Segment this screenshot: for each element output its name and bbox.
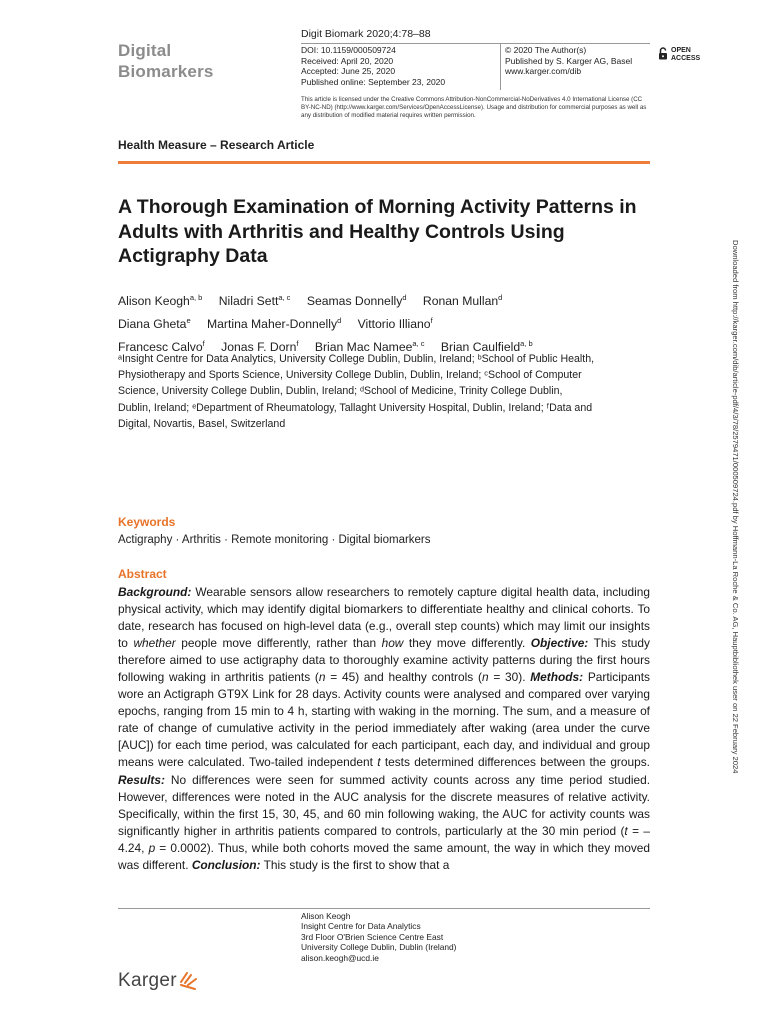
author: Brian Caulfield$^{a, b}$ xyxy=(440,339,533,355)
publication-info xyxy=(301,28,445,87)
license-notice: This article is licensed under the Creative Commons Attribution-NonCommercial-NoDerivatives 4.0 International License (CC BY-NC-ND) (http://www.karger.com/Services/OpenAccessLicense). Usage and distribution for commercial purposes as well as any distribution of modified material requires written permission. xyxy=(301,96,647,120)
copyright-info xyxy=(505,45,632,77)
author: Diana Gheta$^e$ xyxy=(118,316,191,332)
contact-org: Insight Centre for Data Analytics xyxy=(301,921,421,932)
published-date: Published online: September 23, 2020 xyxy=(301,76,446,87)
open-lock-icon xyxy=(658,47,668,60)
author: Seamas Donnelly$^d$ xyxy=(306,293,407,309)
objective-label: Objective: xyxy=(530,636,589,651)
author: Francesc Calvo$^f$ xyxy=(118,339,205,355)
contact-address-2: University College Dublin, Dublin (Ireland) xyxy=(301,942,457,953)
citation: Digit Biomark 2020;4:78–88 xyxy=(301,28,431,40)
contact-address-1: 3rd Floor O'Brien Science Centre East xyxy=(301,931,444,942)
contact-email[interactable]: alison.keogh@ucd.ie xyxy=(301,952,379,963)
correspondence xyxy=(301,911,456,963)
karger-mark-icon xyxy=(177,968,199,992)
header-divider xyxy=(301,43,650,44)
publisher-line: Published by S. Karger AG, Basel xyxy=(505,55,633,66)
journal-name-line2: Biomarkers xyxy=(118,62,214,81)
abstract-body: Background: Wearable sensors allow researchers to remotely capture digital health data, including physical activity, which may identify digital biomarkers to differentiate healthy and clinical cohorts. To date, research has focused on high-level data (e.g., overall step counts) which may limit our insights to whether people move differently, rather than how they move differently. Objective: This study therefore aimed to use actigraphy data to thoroughly examine activity patterns during the first hours following waking in arthritis patients (n = 45) and healthy controls (n = 30). Methods: Participants wore an Actigraph GT9X Link for 28 days. Activity counts were analysed and compared over varying epochs, ranging from 15 min to 4 h, starting with waking in the morning. The sum, and a measure of rate of change of cumulative activity in the period immediately after waking (area under the curve [AUC]) for each time period, was calculated for each participant, each day, and individual and group means were calculated. Two-tailed independent t tests determined differences between the groups. Results: No differences were seen for summed activity counts across any time period studied. However, differences were noted in the AUC analysis for the discrete measures of relative activity. Specifically, within the first 15, 30, 45, and 60 min following waking, the AUC for activity counts was significantly higher in arthritis patients compared to controls, particularly at the 30 min period (t = –4.24, p = 0.0002). Thus, while both cohorts moved the same amount, the way in which they moved was different. Conclusion: This study is the first to show that a xyxy=(118,585,650,872)
footer-divider xyxy=(118,908,650,909)
author: Martina Maher-Donnelly$^d$ xyxy=(207,316,342,332)
author: Alison Keogh$^{a, b}$ xyxy=(118,293,203,309)
accent-divider xyxy=(118,161,650,164)
abstract-heading: Abstract xyxy=(118,567,167,581)
doi[interactable]: DOI: 10.1159/000509724 xyxy=(301,45,396,55)
conclusion-label: Conclusion: xyxy=(191,857,261,872)
article-type: Health Measure – Research Article xyxy=(118,138,315,152)
header-vertical-divider xyxy=(500,44,501,90)
open-access-line2: ACCESS xyxy=(671,55,701,62)
publisher-name: Karger xyxy=(118,970,177,991)
author: Brian Mac Namee$^{a, c}$ xyxy=(314,339,425,355)
received-date: Received: April 20, 2020 xyxy=(301,55,394,66)
author: Jonas F. Dorn$^f$ xyxy=(221,339,299,355)
results-label: Results: xyxy=(118,772,165,787)
affiliations: ᵃInsight Centre for Data Analytics, University College Dublin, Dublin, Ireland; ᵇSchool of Public Health, Physiotherapy and Sports Science, University College Dublin, Dublin, Ireland; ᶜSchool of Computer Science, University College Dublin, Dublin, Ireland; ᵈSchool of Medicine, Trinity College Dublin, Dublin, Ireland; ᵉDepartment of Rheumatology, Tallaght University Hospital, Dublin, Ireland; ᶠData and Digital, Novartis, Basel, Switzerland xyxy=(118,353,595,430)
author: Niladri Sett$^{a, c}$ xyxy=(218,293,291,309)
article-title: A Thorough Examination of Morning Activity Patterns in Adults with Arthritis and Healthy Controls Using Actigraphy Data xyxy=(118,196,637,267)
publisher-logo xyxy=(118,968,199,992)
keywords-heading: Keywords xyxy=(118,515,176,529)
copyright: © 2020 The Author(s) xyxy=(505,45,587,55)
journal-name xyxy=(118,40,214,82)
author: Vittorio Illiano$^f$ xyxy=(357,316,433,332)
accepted-date: Accepted: June 25, 2020 xyxy=(301,66,396,77)
website-link[interactable]: www.karger.com/dib xyxy=(505,66,582,77)
methods-label: Methods: xyxy=(530,670,584,685)
contact-name: Alison Keogh xyxy=(301,911,351,921)
open-access-badge xyxy=(658,47,700,63)
author-list xyxy=(118,288,658,357)
journal-name-line1: Digital xyxy=(118,41,172,60)
keywords-list: Actigraphy · Arthritis · Remote monitoring · Digital biomarkers xyxy=(118,534,431,546)
download-notice: Downloaded from http://karger.com/dib/article-pdf/4/3/78/2579471/000509724.pdf by Hoffmann-La Roche & Co. AG, Hauptbibliothek user on 22 February 2024 xyxy=(731,240,740,774)
background-label: Background: xyxy=(118,585,192,599)
open-access-line1: OPEN xyxy=(671,47,691,54)
author: Ronan Mullan$^d$ xyxy=(422,293,503,309)
